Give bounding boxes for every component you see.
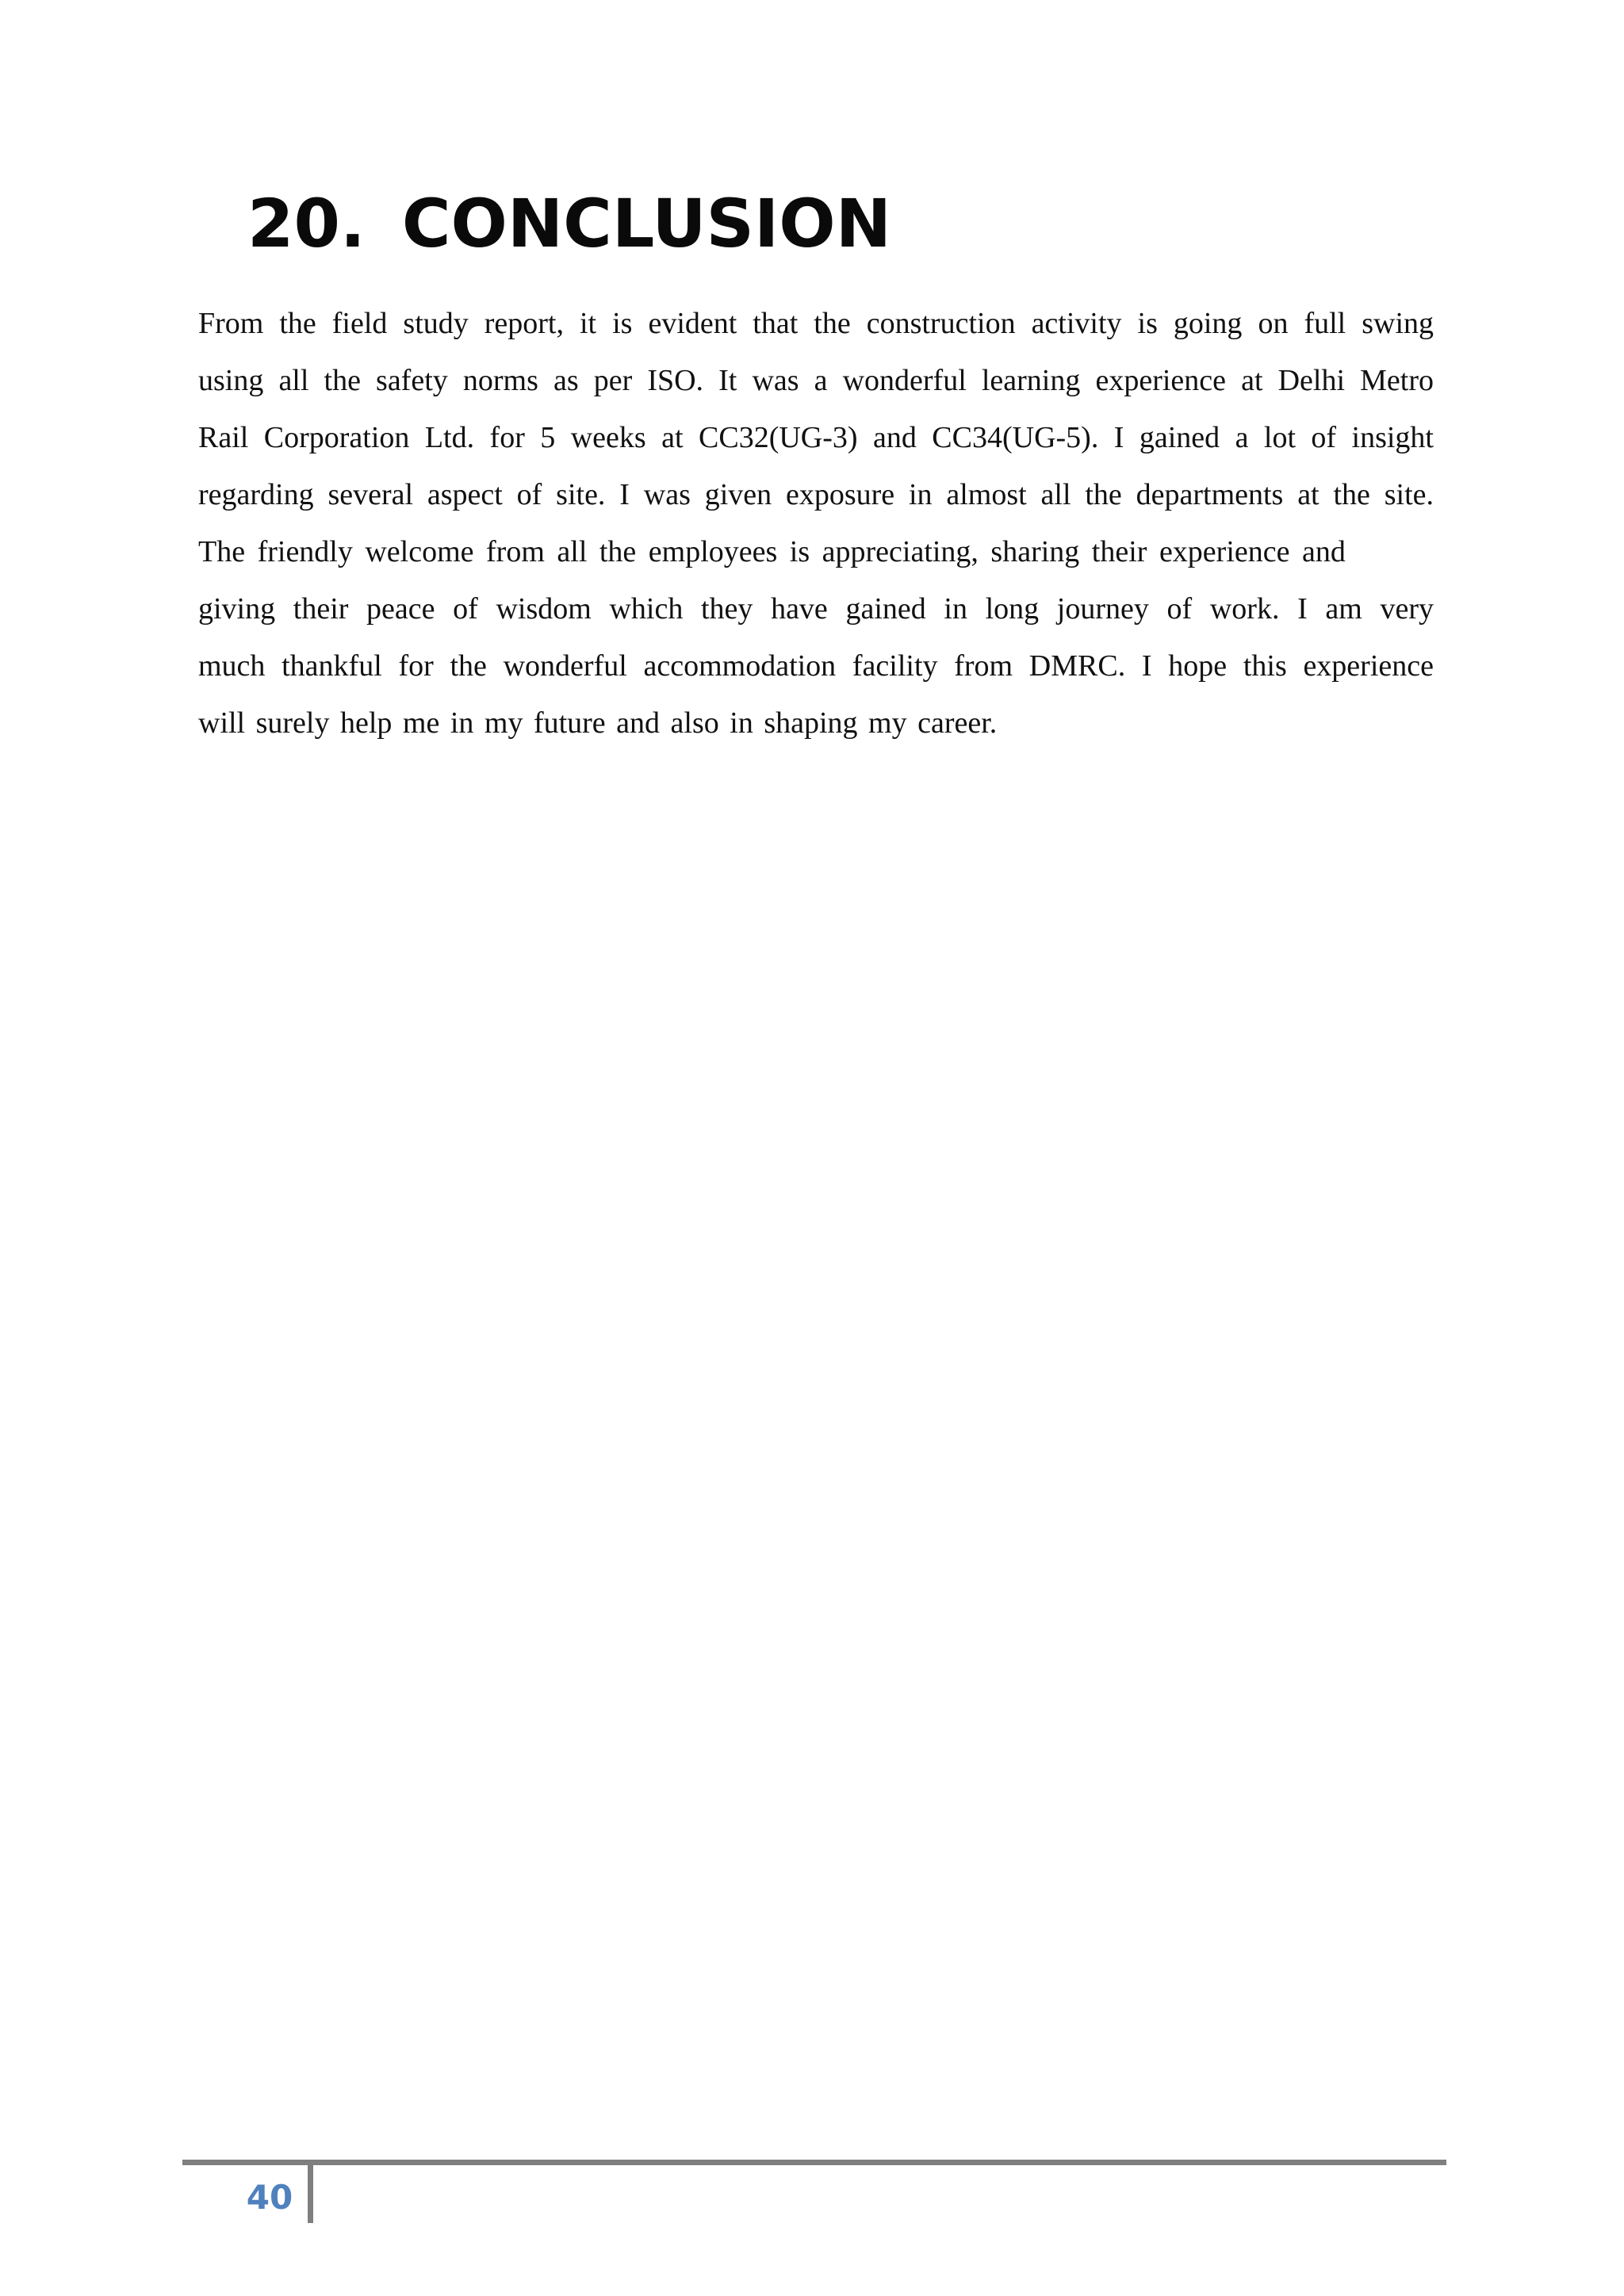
page-number: 40 [246, 2178, 293, 2217]
paragraph-line: using all the safety norms as per ISO. It was a wonderful learning experience at Delhi Metro [198, 364, 1434, 397]
paragraph-line: much thankful for the wonderful accommodation facility from DMRC. I hope this experience [198, 649, 1434, 683]
section-title: CONCLUSION [401, 185, 892, 262]
paragraph-line: From the field study report, it is evident that the construction activity is going on full swing [198, 307, 1434, 340]
paragraph-line: regarding several aspect of site. I was given exposure in almost all the departments at the site. [198, 478, 1434, 511]
paragraph-line: Rail Corporation Ltd. for 5 weeks at CC32(UG-3) and CC34(UG-5). I gained a lot of insight [198, 421, 1434, 454]
section-heading [247, 184, 891, 263]
paragraph-line: The friendly welcome from all the employees is appreciating, sharing their experience and [198, 535, 1346, 568]
paragraph-line: giving their peace of wisdom which they have gained in long journey of work. I am very [198, 592, 1434, 626]
footer-divider [308, 2160, 313, 2223]
paragraph-line: will surely help me in my future and also in shaping my career. [198, 706, 998, 740]
conclusion-paragraph [198, 295, 1434, 752]
section-number: 20. [247, 185, 366, 262]
footer-rule [182, 2160, 1446, 2165]
